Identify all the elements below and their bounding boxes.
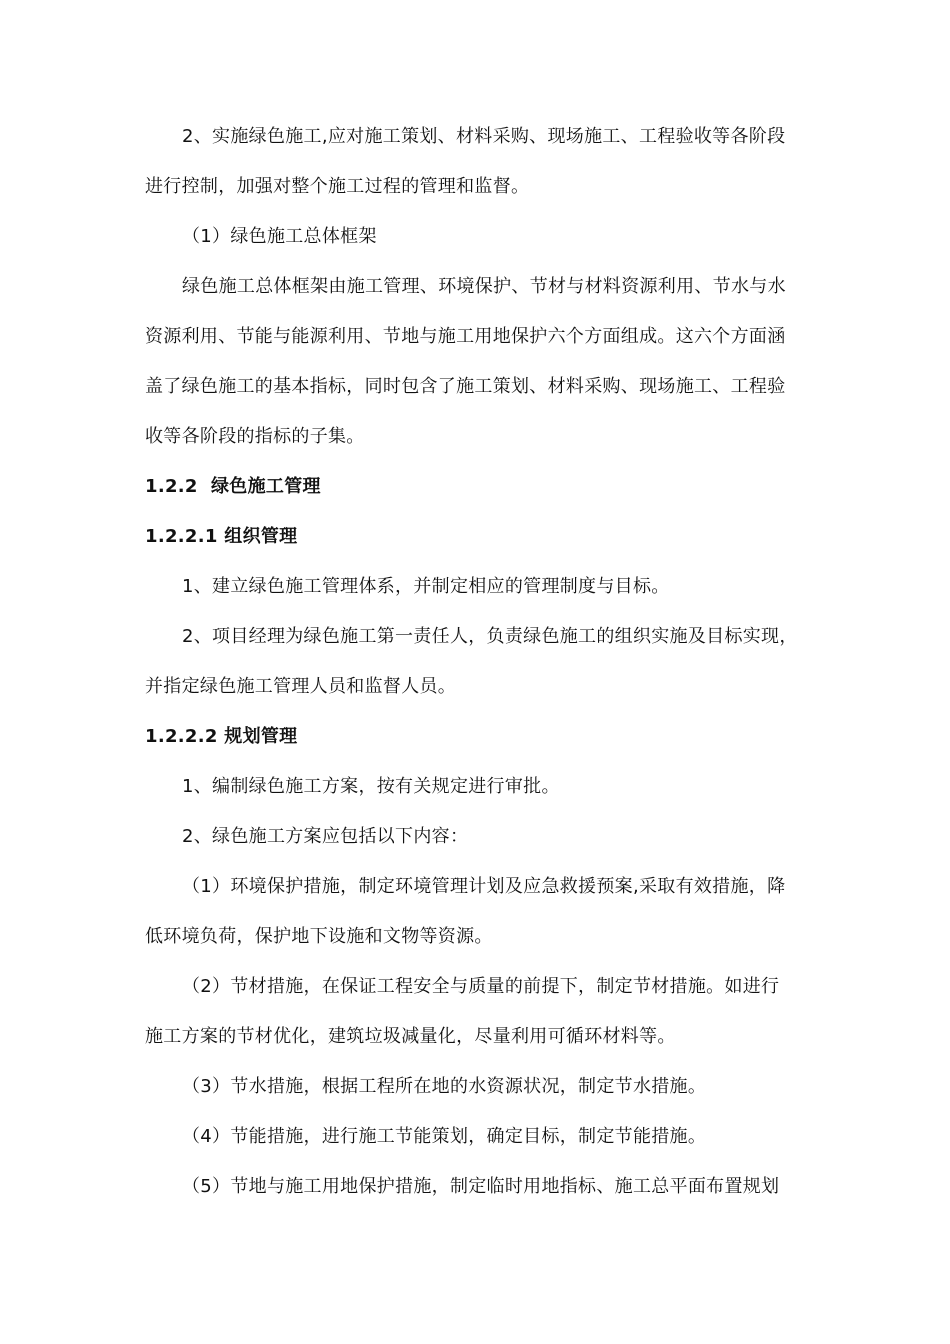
paragraph-line: 并指定绿色施工管理人员和监督人员。 — [145, 676, 457, 697]
paragraph-line: 资源利用、节能与能源利用、节地与施工用地保护六个方面组成。这六个方面涵 — [145, 326, 786, 347]
subheading-line: （1）绿色施工总体框架 — [182, 226, 377, 247]
paragraph-line: 1、编制绿色施工方案，按有关规定进行审批。 — [182, 776, 560, 797]
paragraph-line: 1、建立绿色施工管理体系，并制定相应的管理制度与目标。 — [182, 576, 670, 597]
paragraph-line: （2）节材措施，在保证工程安全与质量的前提下，制定节材措施。如进行 — [182, 976, 780, 997]
paragraph-line: 收等各阶段的指标的子集。 — [145, 426, 365, 447]
paragraph-line: 施工方案的节材优化，建筑垃圾减量化，尽量利用可循环材料等。 — [145, 1026, 676, 1047]
subsection-heading: 1.2.2.1 组织管理 — [145, 526, 298, 547]
paragraph-line: （4）节能措施，进行施工节能策划，确定目标，制定节能措施。 — [182, 1126, 707, 1147]
section-heading — [145, 474, 810, 500]
section-number: 1.2.2 — [145, 476, 198, 497]
paragraph-line: （1）环境保护措施，制定环境管理计划及应急救援预案,采取有效措施，降 — [182, 876, 786, 897]
paragraph-line: 盖了绿色施工的基本指标，同时包含了施工策划、材料采购、现场施工、工程验 — [145, 376, 786, 397]
paragraph-line: 2、绿色施工方案应包括以下内容： — [182, 826, 469, 847]
paragraph-line: 进行控制，加强对整个施工过程的管理和监督。 — [145, 176, 530, 197]
paragraph-line: 低环境负荷，保护地下设施和文物等资源。 — [145, 926, 493, 947]
paragraph-line: 绿色施工总体框架由施工管理、环境保护、节材与材料资源利用、节水与水 — [182, 276, 786, 297]
paragraph-line: 2、项目经理为绿色施工第一责任人，负责绿色施工的组织实施及目标实现， — [182, 626, 798, 647]
subsection-heading: 1.2.2.2 规划管理 — [145, 726, 298, 747]
paragraph-line: （3）节水措施，根据工程所在地的水资源状况，制定节水措施。 — [182, 1076, 707, 1097]
section-title: 绿色施工管理 — [211, 476, 321, 497]
paragraph-line: （5）节地与施工用地保护措施，制定临时用地指标、施工总平面布置规划 — [182, 1176, 780, 1197]
paragraph-line: 2、实施绿色施工,应对施工策划、材料采购、现场施工、工程验收等各阶段 — [182, 126, 786, 147]
